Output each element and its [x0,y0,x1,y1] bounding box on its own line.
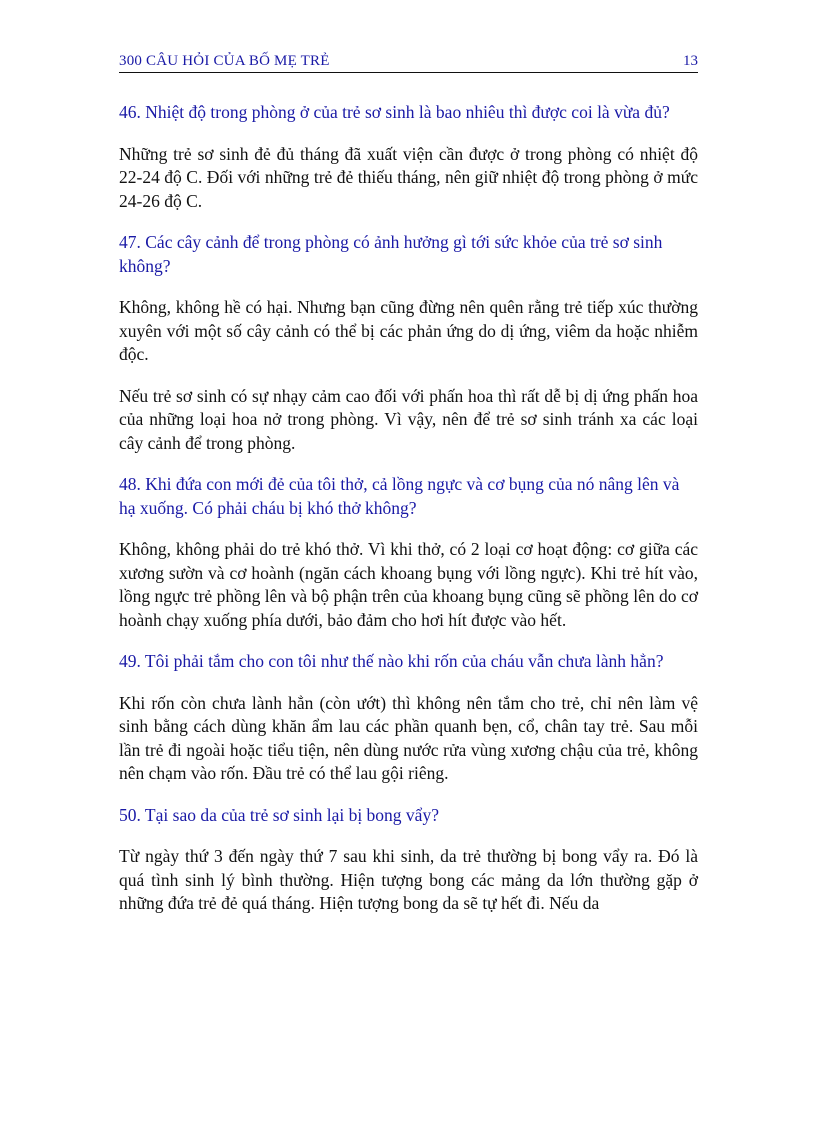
answer-47-paragraph-1: Không, không hề có hại. Nhưng bạn cũng đừng nên quên rằng trẻ tiếp xúc thường xuyên với một số cây cảnh có thể bị các phản ứng do dị ứng, viêm da hoặc nhiễm độc. [119,297,698,364]
book-title: 300 CÂU HỎI CỦA BỐ MẸ TRẺ [119,53,330,69]
answer-48: Không, không phải do trẻ khó thở. Vì khi thở, có 2 loại cơ hoạt động: cơ giữa các xương sườn và cơ hoành (ngăn cách khoang bụng với lồng ngực). Khi trẻ hít vào, lồng ngực trẻ phồng lên và bộ phận trên của khoang bụng cũng sẽ phồng lên do cơ hoành chạy xuống phía dưới, bảo đảm cho hơi hít được vào hết. [119,539,698,630]
page-header [119,48,698,73]
question-47: 47. Các cây cảnh để trong phòng có ảnh hưởng gì tới sức khỏe của trẻ sơ sinh không? [119,232,663,276]
answer-47-paragraph-2: Nếu trẻ sơ sinh có sự nhạy cảm cao đối với phấn hoa thì rất dễ bị dị ứng phấn hoa của những loại hoa nở trong phòng. Vì vậy, nên để trẻ sơ sinh tránh xa các loại cây cảnh để trong phòng. [119,385,698,453]
question-49: 49. Tôi phải tắm cho con tôi như thế nào khi rốn của cháu vẫn chưa lành hẳn? [119,651,664,671]
question-46: 46. Nhiệt độ trong phòng ở của trẻ sơ sinh là bao nhiêu thì được coi là vừa đủ? [119,102,670,122]
question-50: 50. Tại sao da của trẻ sơ sinh lại bị bong vẩy? [119,804,439,825]
page-number: 13 [683,53,698,69]
page-content [119,101,698,934]
answer-49: Khi rốn còn chưa lành hẳn (còn ướt) thì không nên tắm cho trẻ, chỉ nên làm vệ sinh bằng cách dùng khăn ẩm lau các phần quanh bẹn, cổ, chân tay trẻ. Sau mỗi lần trẻ đi ngoài hoặc tiểu tiện, nên dùng nước rửa vùng xương chậu của trẻ, không nên chạm vào rốn. Đầu trẻ có thể lau gội riêng. [119,692,698,783]
question-48: 48. Khi đứa con mới đẻ của tôi thở, cả lồng ngực và cơ bụng của nó nâng lên và hạ xuống. Có phải cháu bị khó thở không? [119,474,680,518]
answer-50: Từ ngày thứ 3 đến ngày thứ 7 sau khi sinh, da trẻ thường bị bong vẩy ra. Đó là quá tình sinh lý bình thường. Hiện tượng bong các mảng da lớn thường gặp ở những đứa trẻ đẻ quá tháng. Hiện tượng bong da sẽ tự hết đi. Nếu da [119,846,698,913]
answer-46: Những trẻ sơ sinh đẻ đủ tháng đã xuất viện cần được ở trong phòng có nhiệt độ 22-24 độ C. Đối với những trẻ đẻ thiếu tháng, nên giữ nhiệt độ trong phòng ở mức 24-26 độ C. [119,143,698,211]
